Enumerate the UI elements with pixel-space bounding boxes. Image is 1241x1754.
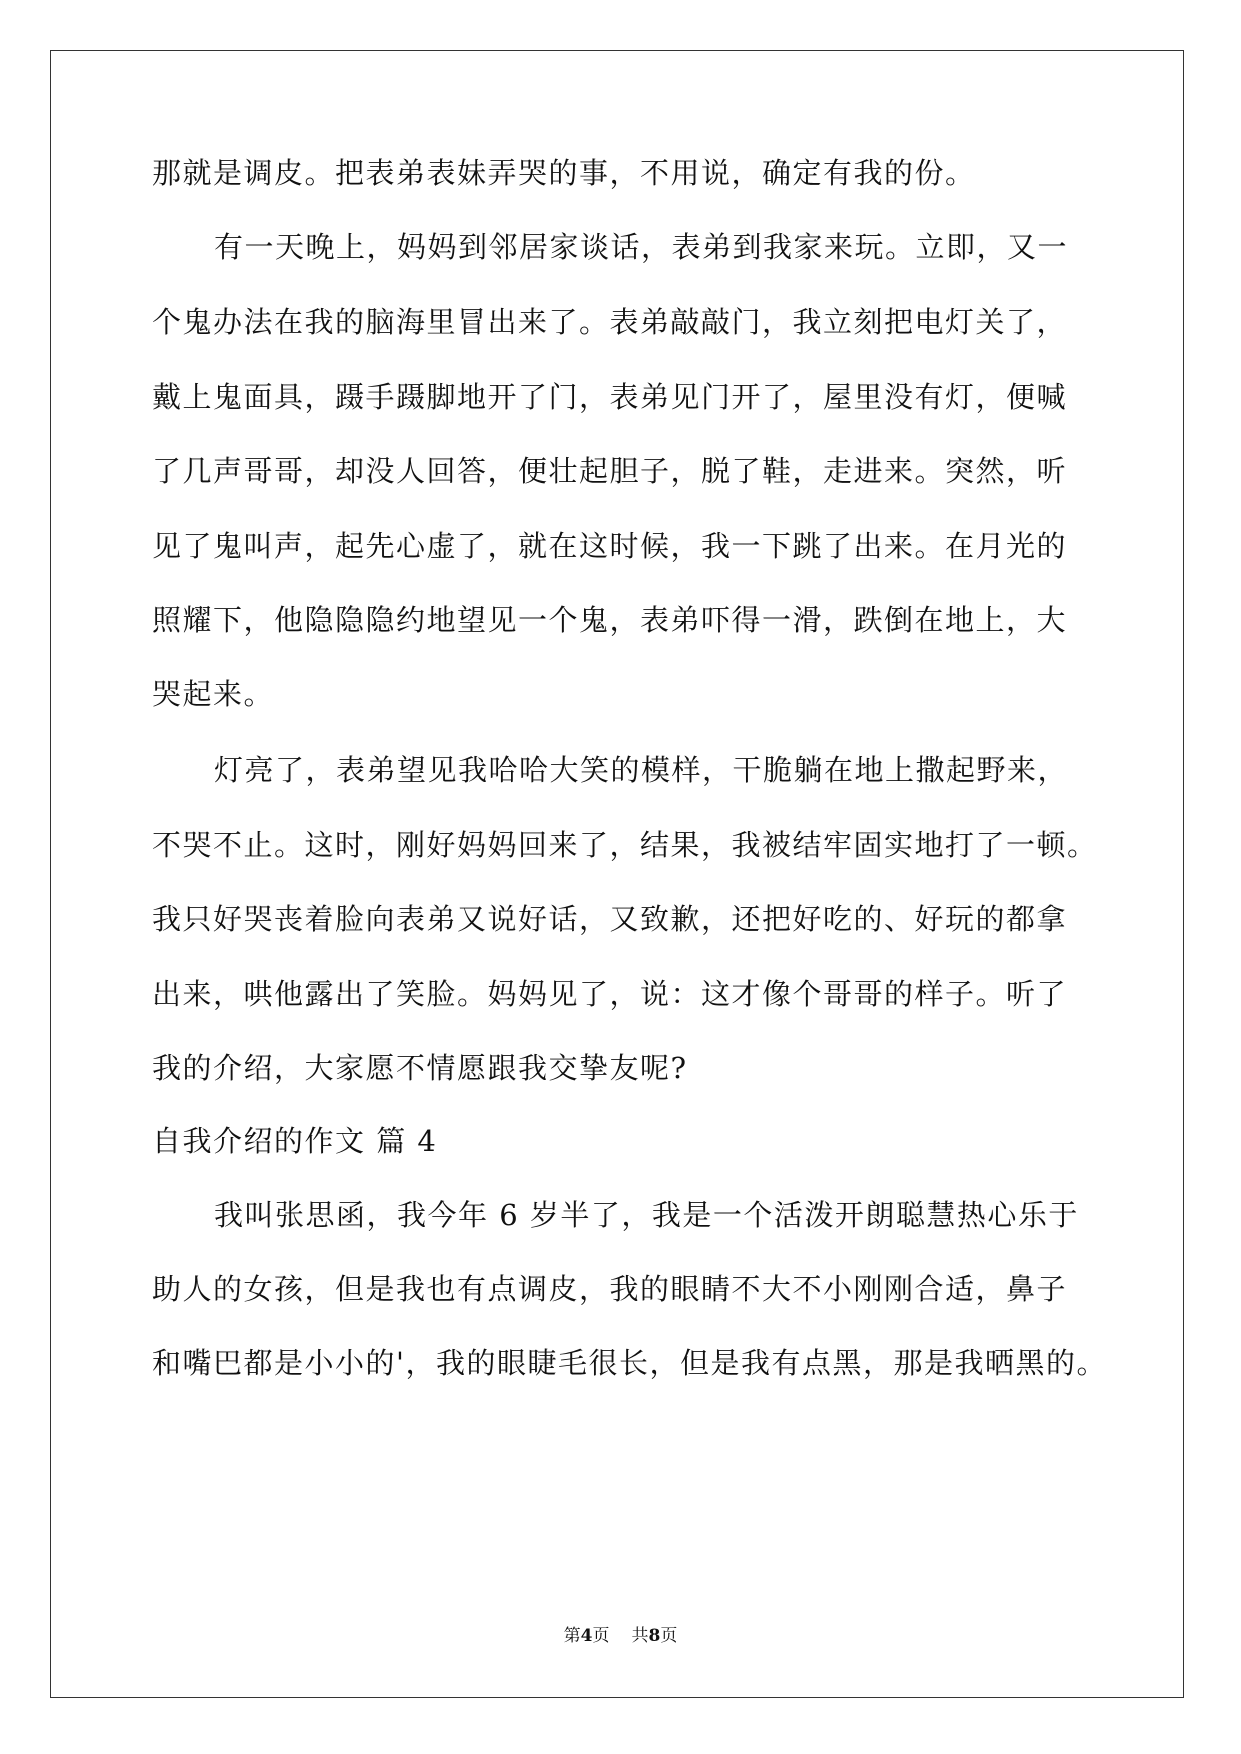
page-prefix: 第: [563, 1626, 581, 1646]
paragraph-start-line: 有一天晚上，妈妈到邻居家谈话，表弟到我家来玩。立即，又一: [214, 230, 1069, 264]
text-line: 和嘴巴都是小小的'，我的眼睫毛很长，但是我有点黑，那是我晒黑的。: [152, 1346, 1107, 1380]
page-suffix: 页: [592, 1626, 610, 1646]
page-border: [50, 50, 1184, 1698]
paragraph-start-line: 我叫张思函，我今年 6 岁半了，我是一个活泼开朗聪慧热心乐于: [214, 1198, 1079, 1232]
text-line: 我的介绍，大家愿不情愿跟我交挚友呢?: [152, 1051, 688, 1085]
text-line: 个鬼办法在我的脑海里冒出来了。表弟敲敲门，我立刻把电灯关了，: [152, 305, 1068, 339]
text-line: 那就是调皮。把表弟表妹弄哭的事，不用说，确定有我的份。: [152, 156, 976, 190]
text-line: 照耀下，他隐隐隐约地望见一个鬼，表弟吓得一滑，跌倒在地上，大: [152, 603, 1068, 637]
page-current: 4: [580, 1626, 593, 1646]
text-line: 戴上鬼面具，蹑手蹑脚地开了门，表弟见门开了，屋里没有灯，便喊: [152, 380, 1068, 414]
page-total: 8: [648, 1626, 661, 1646]
text-line: 哭起来。: [152, 677, 275, 711]
text-line: 见了鬼叫声，起先心虚了，就在这时候，我一下跳了出来。在月光的: [152, 529, 1068, 563]
total-suffix: 页: [660, 1626, 678, 1646]
text-line: 不哭不止。这时，刚好妈妈回来了，结果，我被结牢固实地打了一顿。: [152, 828, 1098, 862]
page-footer: [0, 1624, 1241, 1648]
section-heading: 自我介绍的作文 篇 4: [152, 1124, 438, 1158]
total-prefix: 共: [631, 1626, 649, 1646]
text-line: 助人的女孩，但是我也有点调皮，我的眼睛不大不小刚刚合适，鼻子: [152, 1272, 1068, 1306]
text-line: 了几声哥哥，却没人回答，便壮起胆子，脱了鞋，走进来。突然，听: [152, 454, 1068, 488]
text-line: 我只好哭丧着脸向表弟又说好话，又致歉，还把好吃的、好玩的都拿: [152, 902, 1068, 936]
paragraph-start-line: 灯亮了，表弟望见我哈哈大笑的模样，干脆躺在地上撒起野来，: [214, 753, 1069, 787]
text-line: 出来，哄他露出了笑脸。妈妈见了，说：这才像个哥哥的样子。听了: [152, 977, 1068, 1011]
